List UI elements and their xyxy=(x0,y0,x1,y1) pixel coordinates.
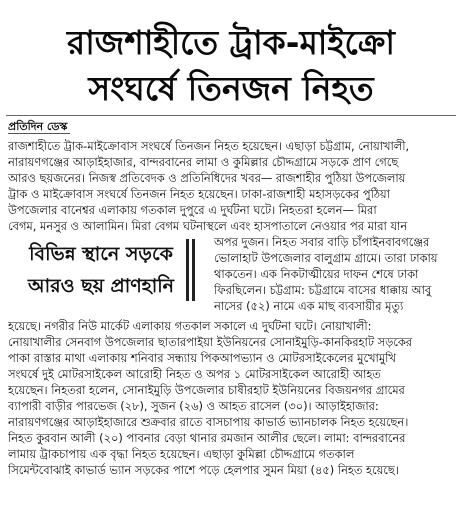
body-line: নারায়ণগঞ্জের আড়াইহাজার, বান্দরবানের লামা ও কুমিল্লার চৌদ্দগ্রামে সড়কে প্রাণ গেছে xyxy=(8,155,399,169)
body-line: উপজেলার বানেশ্বর এলাকায় গতকাল দুপুরে এ দুর্ঘটনা ঘটে। নিহতরা হলেন— মিরা xyxy=(8,203,377,217)
body-line: হয়েছেন। নিহতরা হলেন, সোনাইমুড়ি উপজেলার চাষীরহাট ইউনিয়নের বিজয়নগর গ্রামের xyxy=(8,383,405,397)
body-line: নারায়ণগঞ্জের আড়াইহাজারে শুক্রবার রাতে বাসচাপায় কাভার্ড ভ্যানচালক নিহত হয়েছেন। xyxy=(8,415,409,429)
headline xyxy=(0,20,462,112)
body-line: নোয়াখালীর সেনবাগ উপজেলার ছাতারপাইয়া ইউনিয়নের সোনাইমুড়ি-কানকিরহাট সড়কের xyxy=(8,335,413,349)
body-line: ফিরছিলেন। চট্টগ্রাম: চট্টগ্রামে বাসের ধাক্কায় আবু xyxy=(214,283,432,297)
byline-underline xyxy=(8,133,70,134)
body-line: ব্যাপারী বাড়ীর পারভেজ (২৮), সুজন (২৬) ও আহত রাসেল (৩০)। আড়াইহাজার: xyxy=(8,399,379,413)
body-line: সিমেন্টবোঝাই কাভার্ড ভ্যান সড়কের পাশে পড়ে হেলপার সুমন মিয়া (৪৫) নিহত হয়েছে। xyxy=(8,463,399,477)
body-line: বেগম, মনসুর ও আলামিন। মিরা বেগম ঘটনাস্থলে এবং হাসপাতালে নেওয়ার পর মারা যান xyxy=(8,219,408,233)
body-line: হয়েছে। নগরীর নিউ মার্কেট এলাকায় গতকাল সকালে এ দুর্ঘটনা ঘটে। নোয়াখালী: xyxy=(8,319,372,333)
pull-quote xyxy=(8,232,198,306)
body-line: আরও ছয়জনের। নিজস্ব প্রতিবেদক ও প্রতিনিধিদের খবর— রাজশাহীর পুঠিয়া উপজেলায় xyxy=(8,171,406,185)
body-line: ভোলাহাট উপজেলার বালুগ্রাম গ্রামে। তারা ঢাকায় xyxy=(214,251,438,265)
pull-quote-bar xyxy=(192,239,195,301)
pull-quote-line-2: আরও ছয় প্রাণহানি xyxy=(28,275,174,297)
body-line: রাজশাহীতে ট্রাক-মাইক্রোবাস সংঘর্ষে তিনজন নিহত হয়েছেন। এছাড়া চট্টগ্রাম, নোয়াখালী, xyxy=(8,139,410,153)
body-line: পাকা রাস্তার মাথা এলাকায় শনিবার সন্ধ্যায় পিকআপভ্যান ও মোটরসাইকেলের মুখোমুখি xyxy=(8,351,396,365)
pull-quote-bar xyxy=(186,239,189,301)
headline-line-1: রাজশাহীতে ট্রাক-মাইক্রো xyxy=(67,23,395,62)
headline-divider xyxy=(6,115,456,116)
byline: প্রতিদিন ডেস্ক xyxy=(8,120,68,133)
body-line: নিহত কুরবান আলী (২০) পাবনার বেড়া থানার রমজান আলীর ছেলে। লামা: বান্দরবানের xyxy=(8,431,406,445)
body-line: থাকতেন। এক নিকটাত্মীয়ের দাফন শেষে ঢাকা xyxy=(214,267,419,281)
body-line: লামায় ট্রাকচাপায় এক বৃদ্ধা নিহত হয়েছেন। এছাড়া কুমিল্লা চৌদ্দগ্রামে গতকাল xyxy=(8,447,355,461)
body-line: ট্রাক ও মাইক্রোবাস সংঘর্ষে তিনজন নিহত হয়েছেন। ঢাকা-রাজশাহী মহাসড়কের পুঠিয়া xyxy=(8,187,390,201)
body-line: সংঘর্ষে দুই মোটরসাইকেল আরোহী নিহত ও অপর ১ মোটরসাইকেল আরোহী আহত xyxy=(8,367,381,381)
body-line: নাসের (৫২) নামে এক মাছ ব্যবসায়ীর মৃত্যু xyxy=(214,299,404,313)
pull-quote-line-1: বিভিন্ন স্থানে সড়কে xyxy=(29,243,173,265)
headline-line-2: সংঘর্ষে তিনজন নিহত xyxy=(88,69,374,108)
body-line: অপর দুজন। নিহত সবার বাড়ি চাঁপাইনবাবগঞ্জের xyxy=(214,235,430,249)
